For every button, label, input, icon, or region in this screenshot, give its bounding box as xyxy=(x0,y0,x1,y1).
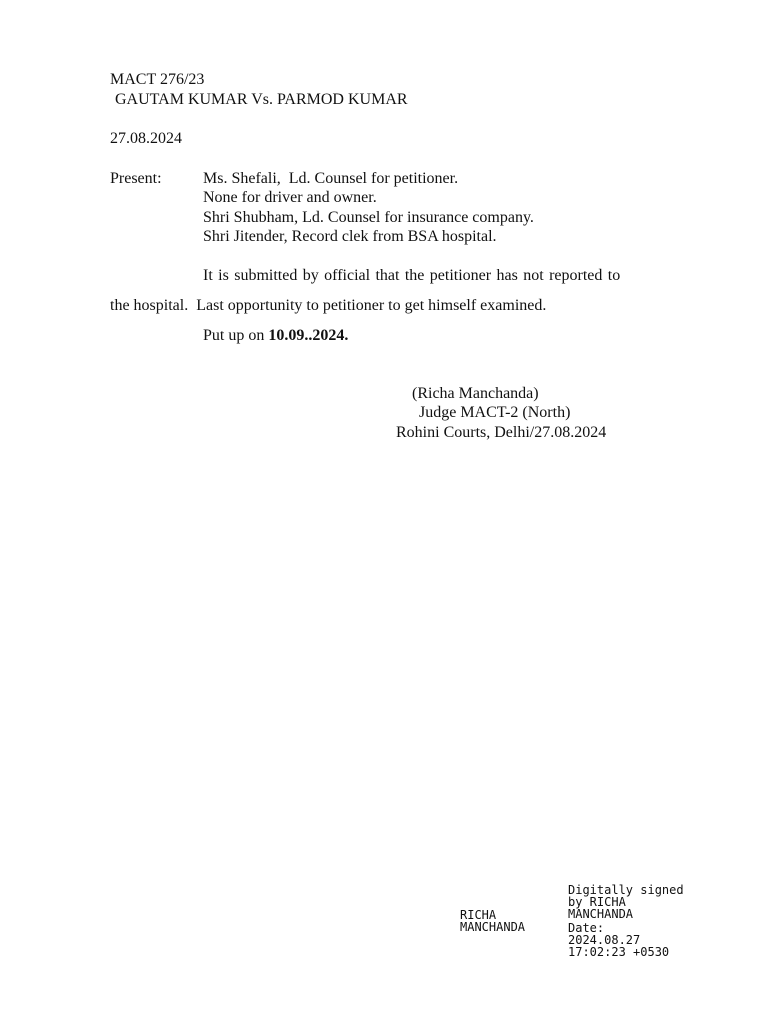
put-up-prefix: Put up on xyxy=(203,327,269,344)
present-entry-petitioner-counsel: Ms. Shefali, Ld. Counsel for petitioner. xyxy=(203,170,459,187)
signature-signer-first-name: RICHA xyxy=(460,908,497,922)
present-label: Present: xyxy=(110,170,162,187)
order-paragraph-line-2: the hospital. Last opportunity to petitioner to get himself examined. xyxy=(110,297,547,314)
next-hearing-date: 10.09..2024. xyxy=(268,327,349,344)
order-paragraph-line-1: It is submitted by official that the petitioner has not reported to xyxy=(203,267,621,284)
put-up-line xyxy=(203,326,348,345)
signature-detail-line: 2024.08.27 xyxy=(568,933,641,947)
order-date: 27.08.2024 xyxy=(110,130,182,147)
signature-detail-line: by RICHA xyxy=(568,895,626,909)
present-entry-record-clerk: Shri Jitender, Record clek from BSA hospital. xyxy=(203,228,497,245)
signature-detail-line: Digitally signed xyxy=(568,883,684,897)
judge-designation: Judge MACT-2 (North) xyxy=(419,404,571,421)
judge-place-date: Rohini Courts, Delhi/27.08.2024 xyxy=(396,424,607,441)
signature-detail-line: MANCHANDA xyxy=(568,907,634,921)
present-entry-insurance-counsel: Shri Shubham, Ld. Counsel for insurance company. xyxy=(203,209,534,226)
signature-signer-last-name: MANCHANDA xyxy=(460,920,526,934)
signature-detail-line: Date: xyxy=(568,921,605,935)
signature-detail-line: 17:02:23 +0530 xyxy=(568,945,670,959)
judge-name: (Richa Manchanda) xyxy=(412,385,539,402)
case-number: MACT 276/23 xyxy=(110,71,205,88)
case-title: GAUTAM KUMAR Vs. PARMOD KUMAR xyxy=(115,91,408,108)
present-entry-driver-owner: None for driver and owner. xyxy=(203,189,377,206)
